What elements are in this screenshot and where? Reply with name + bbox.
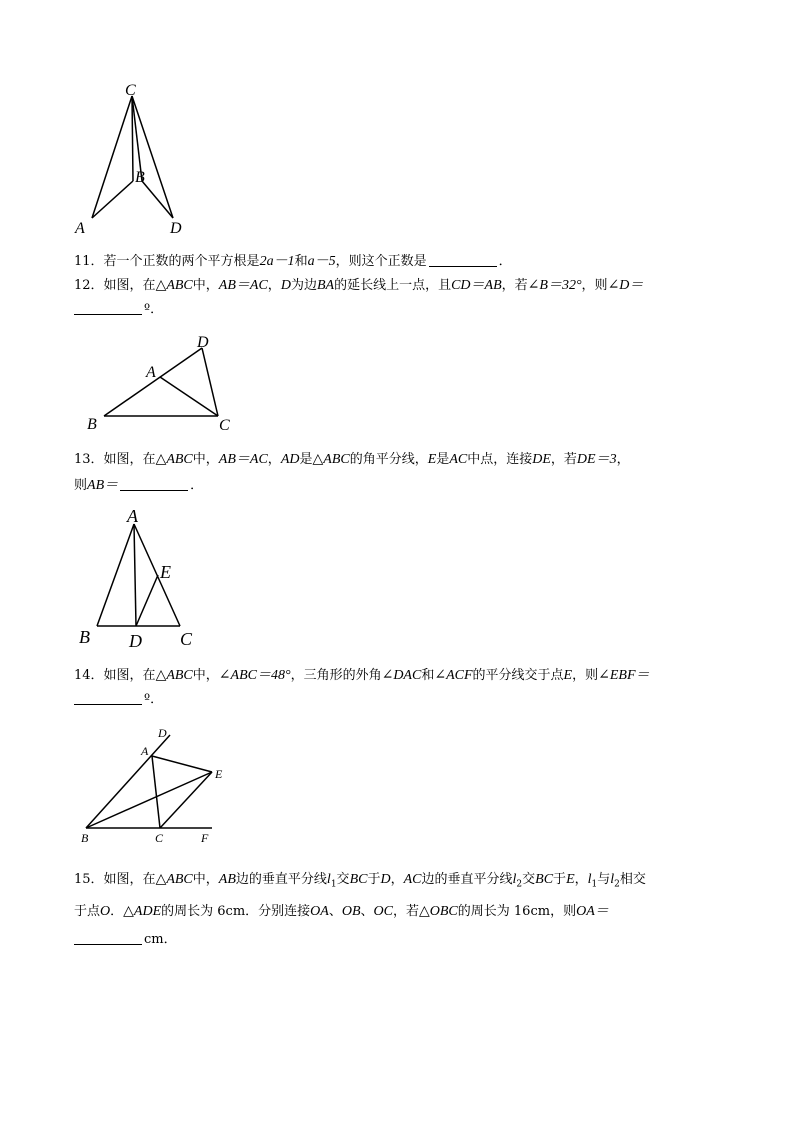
question-14: 14．如图，在△ABC中，∠ABC＝48°，三角形的外角∠DAC和∠ACF的平分线交于点E，则∠EBF＝ [74, 668, 650, 683]
q12-number: 12． [74, 278, 104, 293]
label-C: C [155, 831, 164, 845]
question-11: 11．若一个正数的两个平方根是2a－1和a－5，则这个正数是 ． [74, 254, 512, 269]
q13-number: 13． [74, 452, 104, 467]
question-13: 13．如图，在△ABC中，AB＝AC，AD是△ABC的角平分线，E是AC中点，连接DE，若DE＝3， [74, 452, 630, 467]
answer-blank-13[interactable] [120, 477, 188, 491]
figure-q14 [76, 722, 236, 852]
label-D: D [197, 334, 209, 351]
figure-q13 [74, 502, 214, 652]
figure-q12 [80, 328, 250, 440]
label-A: A [146, 364, 156, 381]
q11-expr2: a－5 [307, 254, 336, 269]
question-15-line2: 于点O．△ADE的周长为 6cm．分别连接OA、OB、OC，若△OBC的周长为 16cm，则OA＝ [74, 904, 609, 919]
label-A: A [75, 220, 85, 237]
question-13-line2: 则AB＝ ． [74, 478, 204, 493]
label-E: E [215, 767, 223, 781]
label-D: D [158, 726, 167, 740]
q15-number: 15． [74, 872, 104, 887]
answer-blank-12[interactable] [74, 301, 142, 315]
question-14-line2: º． [72, 690, 163, 710]
answer-blank-15[interactable] [74, 931, 142, 945]
answer-blank-14[interactable] [74, 691, 142, 705]
label-D: D [170, 220, 182, 237]
q11-number: 11． [74, 254, 104, 269]
label-B: B [135, 169, 145, 186]
label-B: B [87, 416, 97, 433]
figure-q10-lines [92, 96, 173, 218]
question-12: 12．如图，在△ABC中，AB＝AC，D为边BA的延长线上一点，且CD＝AB，若∠B＝32°，则∠D＝ [74, 278, 644, 293]
label-B: B [79, 627, 90, 647]
q14-number: 14． [74, 668, 104, 683]
label-C: C [125, 82, 136, 99]
answer-blank-11[interactable] [429, 253, 497, 267]
question-15-line3: cm． [72, 930, 177, 950]
label-E: E [160, 562, 171, 582]
label-C: C [219, 417, 230, 434]
label-A: A [127, 506, 138, 526]
q11-expr1: 2a－1 [259, 254, 295, 269]
label-B: B [81, 831, 89, 845]
label-C: C [180, 629, 193, 649]
question-12-line2: º． [72, 300, 163, 320]
q11-text: 若一个正数的两个平方根是 [103, 254, 260, 269]
label-D: D [129, 631, 142, 651]
figure-q10 [70, 78, 200, 238]
label-F: F [201, 831, 209, 845]
question-15: 15．如图，在△ABC中，AB边的垂直平分线$l_1$交BC于D，AC边的垂直平分线$l_2$交BC于E，$l_1$与$l_2$相交 [74, 872, 646, 890]
label-A: A [141, 744, 149, 758]
